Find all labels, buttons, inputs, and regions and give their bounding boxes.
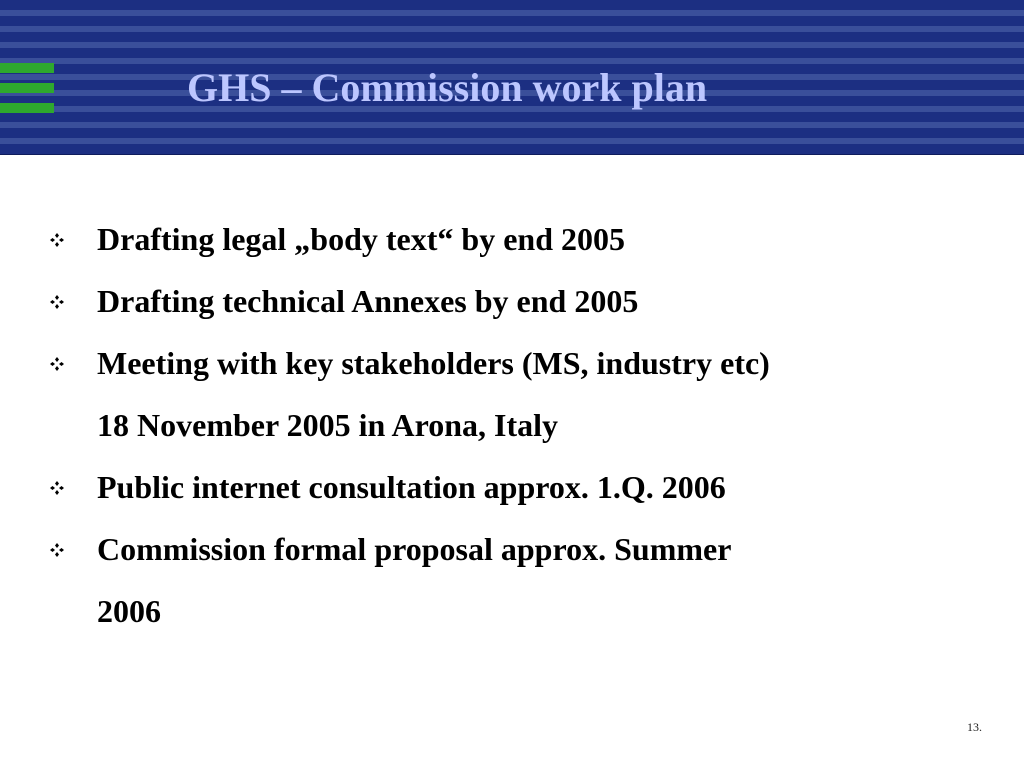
- bullet-line: [0, 276, 1024, 338]
- four-diamond-bullet-icon: [50, 295, 64, 309]
- bullet-text: Public internet consultation approx. 1.Q. 2006: [97, 469, 726, 505]
- bullet-line-continuation: [0, 586, 1024, 648]
- slide-title: GHS – Commission work plan: [187, 65, 708, 110]
- logo-bar: [0, 83, 54, 93]
- logo-bar: [0, 103, 54, 113]
- four-diamond-bullet-icon: [50, 481, 64, 495]
- bullet-list: [0, 214, 1024, 648]
- logo-bars-icon: [0, 63, 54, 117]
- page-number: 13.: [967, 720, 982, 734]
- bullet-item: [0, 524, 1024, 648]
- logo-bar: [0, 63, 54, 73]
- bullet-line: [0, 462, 1024, 524]
- bullet-text: Commission formal proposal approx. Summer: [97, 531, 732, 567]
- bullet-text: Drafting technical Annexes by end 2005: [97, 283, 639, 319]
- bullet-item: [0, 214, 1024, 276]
- bullet-line: [0, 214, 1024, 276]
- bullet-text: 18 November 2005 in Arona, Italy: [97, 407, 559, 443]
- four-diamond-bullet-icon: [50, 543, 64, 557]
- title-banner: [0, 0, 1024, 155]
- four-diamond-bullet-icon: [50, 233, 64, 247]
- bullet-item: [0, 462, 1024, 524]
- bullet-item: [0, 276, 1024, 338]
- four-diamond-bullet-icon: [50, 357, 64, 371]
- bullet-item: [0, 338, 1024, 462]
- bullet-line: [0, 524, 1024, 586]
- bullet-text: Meeting with key stakeholders (MS, industry etc): [97, 345, 770, 381]
- bullet-text: 2006: [97, 593, 161, 629]
- bullet-text: Drafting legal „body text“ by end 2005: [97, 221, 625, 257]
- bullet-line-continuation: [0, 400, 1024, 462]
- bullet-line: [0, 338, 1024, 400]
